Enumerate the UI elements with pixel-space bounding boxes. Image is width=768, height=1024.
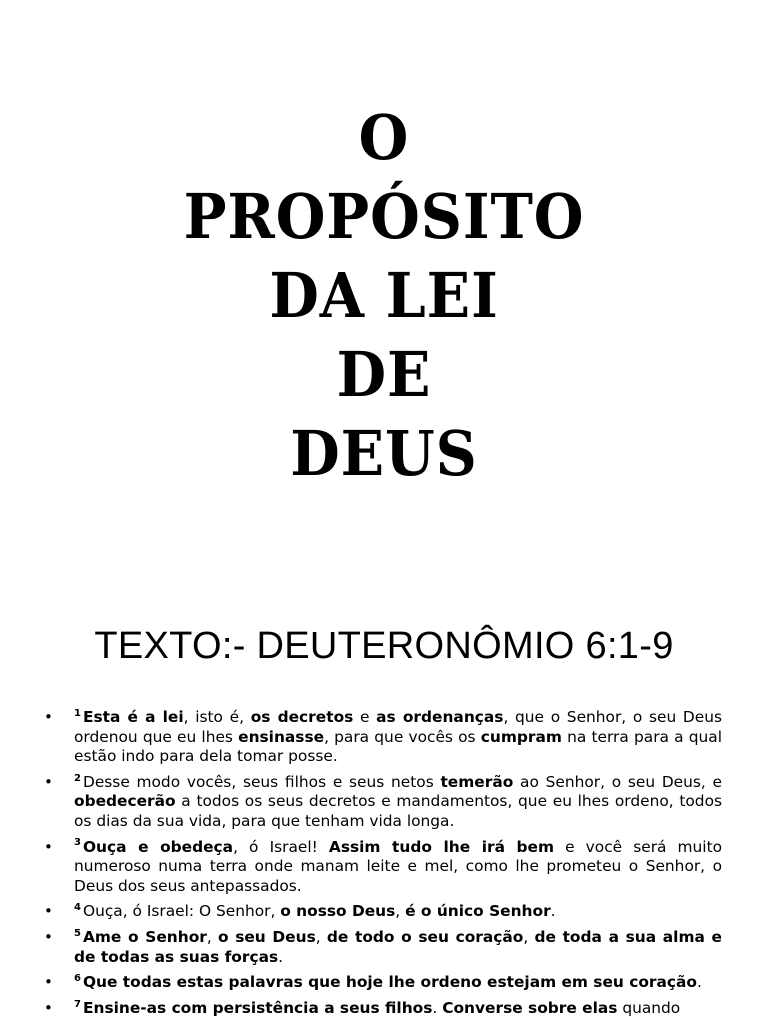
verse-text: , para que vocês os — [324, 727, 481, 746]
verse-text: a todos os seus decretos e mandamentos, que eu lhes ordeno, todos os dias da sua vida, para que tenham vida longa. — [74, 792, 722, 830]
page-title — [31, 98, 738, 493]
verse-text: , — [206, 927, 218, 946]
title-line: DEUS — [290, 417, 478, 490]
verse-text-bold: o seu Deus — [217, 927, 316, 946]
verse-item — [44, 902, 722, 922]
verse-text: ao Senhor, o seu Deus, e — [513, 772, 723, 791]
verse-number: 6 — [74, 973, 81, 984]
verse-item — [44, 773, 722, 832]
verse-text-bold: Ouça e obedeça — [82, 837, 234, 856]
verse-item — [44, 973, 722, 993]
verse-text: . — [278, 947, 284, 966]
verse-number: 7 — [74, 998, 81, 1010]
title-line: O — [358, 101, 410, 174]
bullet-icon: • — [44, 998, 53, 1017]
bullet-icon: • — [44, 927, 53, 946]
verse-text: . — [550, 902, 556, 921]
verse-text-bold: de toda a sua alma e de todas as suas forças — [74, 927, 722, 966]
verse-text-bold: de todo o seu coração — [326, 927, 524, 946]
verse-text: . — [432, 998, 443, 1017]
verse-text: e — [353, 708, 377, 726]
verse-number: 1 — [74, 707, 81, 719]
verse-number: 2 — [74, 772, 81, 784]
verse-text-bold: os decretos — [250, 708, 354, 726]
verse-text-bold: as ordenanças — [376, 708, 504, 726]
verse-item — [44, 838, 722, 897]
verse-text-bold: ensinasse — [238, 727, 325, 746]
verse-text-bold: Que todas estas palavras que hoje lhe ordeno estejam em seu coração — [82, 973, 697, 992]
bullet-icon: • — [44, 973, 53, 992]
verse-text-bold: Assim tudo lhe irá bem — [328, 837, 555, 856]
verse-text: . — [696, 973, 702, 992]
bullet-icon: • — [44, 837, 53, 856]
bullet-icon: • — [44, 708, 53, 726]
verse-text-bold: cumpram — [480, 727, 562, 746]
verse-number: 3 — [74, 837, 81, 849]
verse-text-bold: o nosso Deus — [280, 902, 396, 921]
verse-text: , que o Senhor, o seu Deus ordenou que eu lhes — [74, 708, 722, 746]
title-line: DE — [336, 338, 432, 411]
verse-text-bold: Ame o Senhor — [82, 927, 207, 946]
title-line: DA LEI — [269, 259, 499, 332]
scripture-reference: TEXTO:- DEUTERONÔMIO 6:1-9 — [94, 625, 674, 667]
verse-text: , — [395, 902, 406, 921]
bullet-icon: • — [44, 902, 53, 921]
verse-text: Desse modo vocês, seus filhos e seus netos — [82, 772, 441, 791]
verse-text-bold: Converse sobre elas — [442, 998, 618, 1017]
verse-item — [44, 928, 722, 967]
verse-item — [44, 708, 722, 767]
verse-text-bold: temerão — [440, 772, 514, 791]
title-line: PROPÓSITO — [183, 180, 585, 253]
verse-number: 4 — [74, 902, 81, 914]
verse-text-bold: Ensine-as com persistência a seus filhos — [82, 998, 433, 1017]
verse-text: Ouça, ó Israel: O Senhor, — [82, 902, 281, 921]
verse-text-bold: Esta é a lei — [82, 708, 184, 726]
bullet-icon: • — [44, 772, 53, 791]
verse-text: , — [315, 927, 327, 946]
verse-item — [44, 999, 722, 1019]
verse-text-bold: obedecerão — [74, 792, 176, 811]
verse-text: na terra para a qual estão indo para dela tomar posse. — [74, 727, 722, 766]
verse-text: e você será muito numeroso numa terra onde manam leite e mel, como lhe prometeu o Senhor, o Deus dos seus antepassados. — [74, 837, 723, 895]
verse-text: , ó Israel! — [233, 837, 329, 856]
verse-text: , — [523, 927, 535, 946]
verse-text: , isto é, — [183, 708, 251, 726]
verse-list — [44, 708, 722, 1024]
verse-text: quando — [617, 998, 681, 1017]
verse-text-bold: é o único Senhor — [405, 902, 551, 921]
verse-number: 5 — [74, 927, 81, 939]
